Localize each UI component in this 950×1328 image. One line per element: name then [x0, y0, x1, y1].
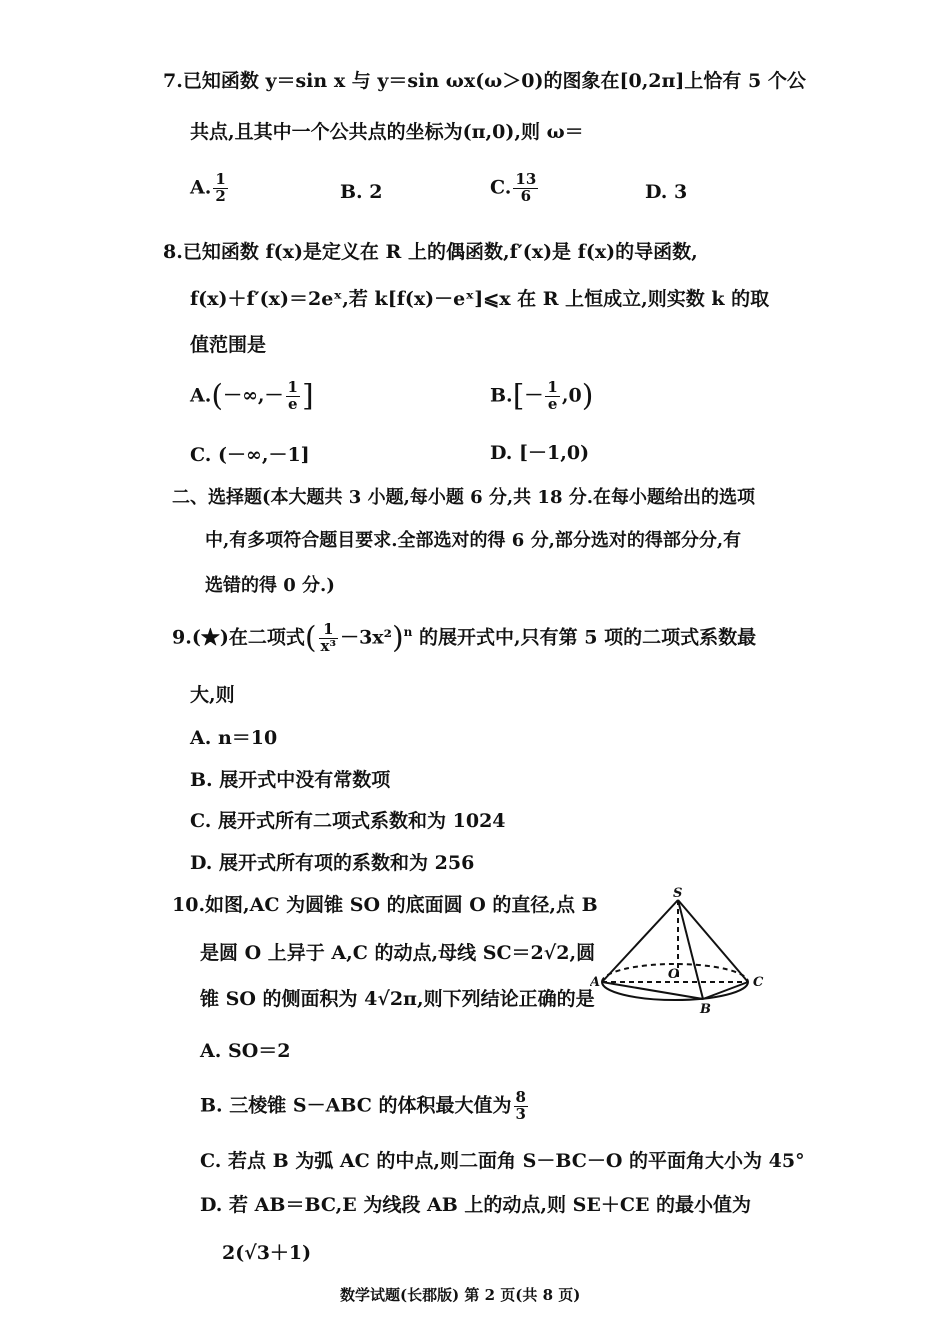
- page-footer: 数学试题(长郡版) 第 2 页(共 8 页): [340, 1286, 581, 1304]
- q7-option-c: C. $\frac{13}{6}$: [490, 170, 537, 205]
- label-a: A: [590, 975, 601, 990]
- q9-option-a: A. n＝10: [190, 727, 278, 749]
- q10-option-d: D. 若 AB＝BC,E 为线段 AB 上的动点,则 SE＋CE 的最小值为: [200, 1194, 752, 1216]
- q9-option-b: B. 展开式中没有常数项: [190, 769, 391, 791]
- q9-option-d: D. 展开式所有项的系数和为 256: [190, 852, 475, 874]
- q7-stem-line1: 7.已知函数 y＝sin x 与 y＝sin ωx(ω＞0)的图象在[0,2π]上恰有 5 个公: [163, 70, 806, 92]
- q8-stem-line3: 值范围是: [190, 334, 267, 356]
- q8-option-a: A.(－∞,－ $\frac{1}{e}$ ]: [190, 378, 314, 414]
- q7-option-a: A. $\frac{1}{2}$: [190, 170, 226, 205]
- label-s: S: [673, 886, 683, 901]
- q8-stem-line1: 8.已知函数 f(x)是定义在 R 上的偶函数,f′(x)是 f(x)的导函数,: [163, 241, 698, 263]
- q10-option-b: B. 三棱锥 S－ABC 的体积最大值为 $\frac{8}{3}$: [200, 1088, 526, 1123]
- segment-ab: [602, 982, 703, 999]
- q10-stem-line1: 10.如图,AC 为圆锥 SO 的底面圆 O 的直径,点 B: [172, 894, 598, 916]
- q10-stem-line2: 是圆 O 上异于 A,C 的动点,母线 SC＝2√2,圆: [200, 942, 596, 964]
- q9-stem-line1: 9.(★)在二项式( $\frac{1}{\text{x³}}$ －3x²)$^n$ 的展开式中,只有第 5 项的二项式系数最: [172, 620, 757, 656]
- edge-sa: [602, 900, 678, 982]
- cone-figure: [590, 885, 775, 1015]
- q10-option-c: C. 若点 B 为弧 AC 的中点,则二面角 S－BC－O 的平面角大小为 45°: [200, 1150, 805, 1172]
- q8-stem-line2: f(x)＋f′(x)＝2eˣ,若 k[f(x)－eˣ]⩽x 在 R 上恒成立,则实数 k 的取: [190, 288, 770, 310]
- label-c: C: [753, 975, 764, 990]
- q8-option-d: D. [－1,0): [490, 442, 590, 464]
- q7-stem-line2: 共点,且其中一个公共点的坐标为(π,0),则 ω＝: [190, 121, 584, 143]
- q7-option-d: D. 3: [645, 181, 688, 203]
- q8-option-b: B.[－ $\frac{1}{e}$ ,0): [490, 378, 594, 414]
- label-b: B: [700, 1002, 711, 1015]
- q9-stem-line2: 大,则: [190, 684, 235, 706]
- q8-option-c: C. (－∞,－1]: [190, 444, 310, 466]
- section2-line1: 二、选择题(本大题共 3 小题,每小题 6 分,共 18 分.在每小题给出的选项: [172, 487, 756, 508]
- q10-option-d-value: 2(√3＋1): [222, 1242, 312, 1264]
- label-o: O: [668, 967, 680, 982]
- q7-option-b: B. 2: [340, 181, 383, 203]
- section2-line2: 中,有多项符合题目要求.全部选对的得 6 分,部分选对的得部分分,有: [205, 530, 742, 551]
- section2-line3: 选错的得 0 分.): [205, 575, 335, 596]
- q9-option-c: C. 展开式所有二项式系数和为 1024: [190, 810, 506, 832]
- q10-stem-line3: 锥 SO 的侧面积为 4√2π,则下列结论正确的是: [200, 988, 595, 1010]
- q10-option-a: A. SO＝2: [200, 1040, 291, 1062]
